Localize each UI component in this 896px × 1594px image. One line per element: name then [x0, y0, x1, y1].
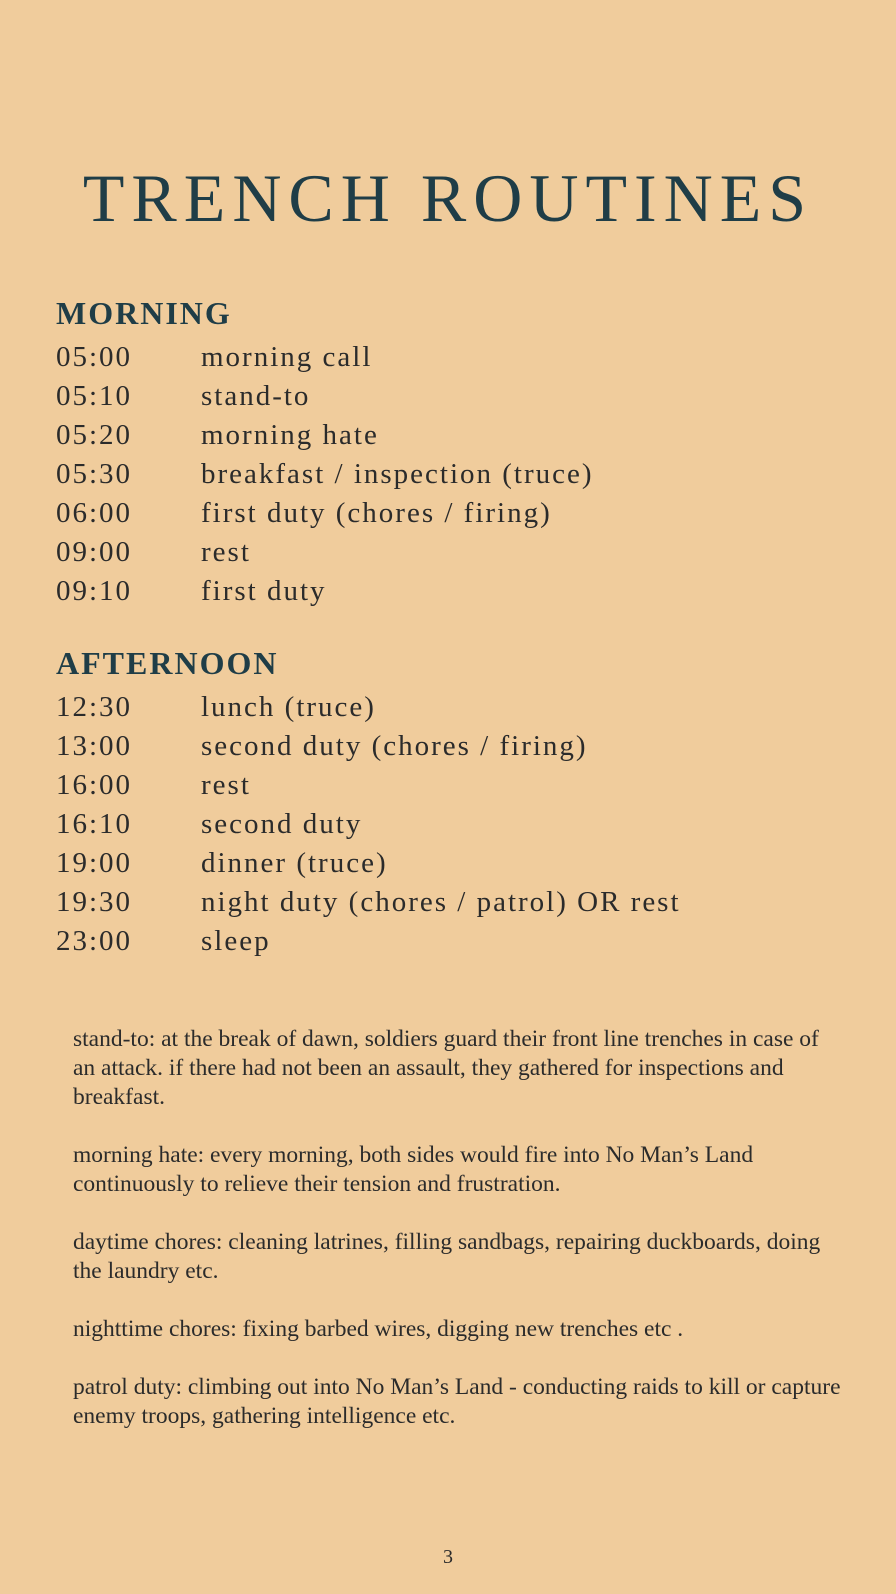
- time-label: 12:30: [56, 691, 133, 723]
- time-label: 19:00: [56, 847, 133, 879]
- schedule-row: [56, 805, 856, 844]
- time-label: 23:00: [56, 925, 133, 957]
- section-heading: AFTERNOON: [56, 645, 279, 681]
- activity-label: stand-to: [201, 380, 311, 412]
- schedule-row: [56, 727, 856, 766]
- section-heading: MORNING: [56, 295, 232, 331]
- activity-label: night duty (chores / patrol) OR rest: [201, 886, 681, 918]
- schedule-row: [56, 533, 856, 572]
- time-label: 09:10: [56, 575, 133, 607]
- note-morning-hate: morning hate: every morning, both sides would fire into No Man’s Land continuously to relieve their tension and frustration.: [73, 1142, 754, 1197]
- glossary-notes: [73, 1025, 843, 1460]
- activity-label: breakfast / inspection (truce): [201, 458, 594, 490]
- schedule-row: [56, 494, 856, 533]
- note-patrol-duty: patrol duty: climbing out into No Man’s Land - conducting raids to kill or capture enemy troops, gathering intelligence etc.: [73, 1374, 841, 1429]
- morning-section: [56, 288, 856, 611]
- schedule-row: [56, 572, 856, 611]
- activity-label: rest: [201, 769, 251, 801]
- activity-label: morning hate: [201, 419, 379, 451]
- note-nighttime-chores: nighttime chores: fixing barbed wires, digging new trenches etc .: [73, 1316, 684, 1342]
- schedule-row: [56, 883, 856, 922]
- time-label: 16:10: [56, 808, 133, 840]
- time-label: 05:00: [56, 341, 133, 373]
- schedule-row: [56, 338, 856, 377]
- time-label: 05:10: [56, 380, 133, 412]
- time-label: 13:00: [56, 730, 133, 762]
- afternoon-section: [56, 638, 856, 961]
- activity-label: morning call: [201, 341, 373, 373]
- schedule-row: [56, 688, 856, 727]
- schedule-row: [56, 416, 856, 455]
- activity-label: second duty: [201, 808, 363, 840]
- time-label: 05:20: [56, 419, 133, 451]
- activity-label: second duty (chores / firing): [201, 730, 588, 762]
- activity-label: lunch (truce): [201, 691, 376, 723]
- page-number: 3: [443, 1546, 453, 1568]
- time-label: 16:00: [56, 769, 133, 801]
- schedule-row: [56, 844, 856, 883]
- note-daytime-chores: daytime chores: cleaning latrines, filling sandbags, repairing duckboards, doing the laundry etc.: [73, 1229, 821, 1284]
- time-label: 09:00: [56, 536, 133, 568]
- schedule-row: [56, 766, 856, 805]
- time-label: 06:00: [56, 497, 133, 529]
- time-label: 05:30: [56, 458, 133, 490]
- activity-label: first duty (chores / firing): [201, 497, 552, 529]
- note-stand-to: stand-to: at the break of dawn, soldiers guard their front line trenches in case of an attack. if there had not been an assault, they gathered for inspections and breakfast.: [73, 1026, 819, 1110]
- activity-label: rest: [201, 536, 251, 568]
- activity-label: sleep: [201, 925, 271, 957]
- activity-label: dinner (truce): [201, 847, 388, 879]
- time-label: 19:30: [56, 886, 133, 918]
- schedule-row: [56, 455, 856, 494]
- schedule-row: [56, 922, 856, 961]
- schedule-row: [56, 377, 856, 416]
- page-title: TRENCH ROUTINES: [82, 160, 814, 236]
- activity-label: first duty: [201, 575, 327, 607]
